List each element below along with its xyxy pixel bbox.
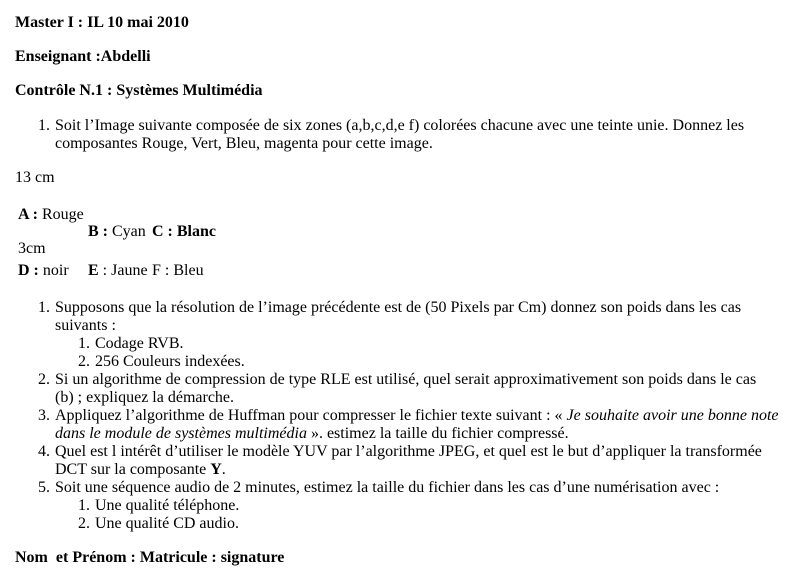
list-number: 4. (38, 443, 50, 460)
zone-f: F : Bleu (152, 262, 204, 279)
sub-number: 1. (78, 497, 90, 514)
question-resolution: Supposons que la résolution de l’image précédente est de (50 Pixels par Cm) donnez son poids dans les cas suivants : (55, 299, 742, 334)
zone-d-key: D : (18, 262, 39, 279)
zone-b-value: Cyan (108, 223, 146, 240)
zone-d (18, 262, 69, 280)
zone-e-key: E (88, 262, 99, 279)
zone-b-key: B : (88, 223, 108, 240)
yuv-component: Y (210, 461, 222, 478)
teacher-line: Enseignant :Abdelli (15, 48, 151, 65)
list-number: 3. (38, 407, 50, 424)
zone-a-value: Rouge (38, 206, 84, 223)
exam-title: Contrôle N.1 : Systèmes Multimédia (15, 82, 263, 99)
sub-item-telephone: Une qualité téléphone. (95, 497, 240, 514)
sub-item-indexed: 256 Couleurs indexées. (95, 353, 245, 370)
list-number: 2. (38, 371, 50, 388)
signature-line: Nom et Prénom : Matricule : signature (15, 549, 285, 566)
yuv-text-start: Quel est l intérêt d’utiliser le modèle YUV par l’algorithme JPEG, et quel est le but d’appliquer la transformée DCT sur la composante (55, 443, 762, 478)
list-number: 5. (38, 479, 50, 496)
yuv-text-end: . (221, 461, 226, 478)
huffman-text-start: Appliquez l’algorithme de Huffman pour compresser le fichier texte suivant : « (55, 407, 567, 424)
question-audio: Soit une séquence audio de 2 minutes, estimez la taille du fichier dans les cas d’une numérisation avec : (55, 479, 720, 496)
zone-e-value: : Jaune (98, 262, 148, 279)
header-title: Master I : IL 10 mai 2010 (15, 14, 189, 31)
question-text: Soit l’Image suivante composée de six zones (a,b,c,d,e f) colorées chacune avec une teinte unie. Donnez les composantes Rouge, Vert, Bleu, magenta pour cette image. (55, 117, 745, 152)
question-yuv (55, 443, 775, 479)
zone-e (88, 262, 148, 280)
sub-number: 2. (78, 353, 90, 370)
list-number: 1. (38, 117, 50, 134)
figure-height-label: 3cm (18, 240, 46, 257)
huffman-text-end: ». estimez la taille du fichier compressé. (306, 425, 569, 442)
list-number: 1. (38, 299, 50, 316)
zone-a (18, 206, 84, 224)
zone-b (88, 223, 146, 241)
zone-a-key: A : (18, 206, 38, 223)
question-huffman (55, 407, 790, 443)
question-rle: Si un algorithme de compression de type RLE est utilisé, quel serait approximativement son poids dans le cas (b) ; expliquez la démarche. (55, 371, 757, 406)
sub-number: 1. (78, 335, 90, 352)
zone-c: C : Blanc (152, 223, 216, 240)
sub-item-rgb: Codage RVB. (95, 335, 184, 352)
figure-width-label: 13 cm (15, 169, 55, 186)
zone-d-value: noir (38, 262, 69, 279)
huffman-sample-text: Je souhaite avoir une bonne note dans le module de systèmes multimédia (55, 407, 779, 442)
sub-item-cd: Une qualité CD audio. (95, 515, 239, 532)
sub-number: 2. (78, 515, 90, 532)
